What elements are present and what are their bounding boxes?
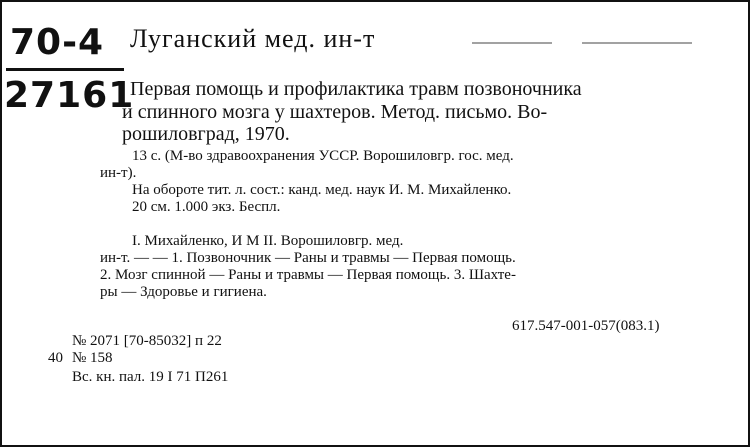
- handwritten-underline: [6, 68, 124, 71]
- title-line-2: и спинного мозга у шахтеров. Метод. письмо. Во-: [122, 101, 548, 123]
- title-line-1: Первая помощь и профилактика травм позвоночника: [130, 78, 582, 100]
- details-line-3: На обороте тит. л. сост.: канд. мед. наук И. М. Михайленко.: [132, 182, 512, 198]
- scan-noise: [582, 42, 692, 44]
- handwritten-accession-number: 27161: [4, 75, 135, 116]
- footer-line-3: Вс. кн. пал. 19 I 71 П261: [72, 369, 229, 385]
- title-line-3: рошиловград, 1970.: [122, 123, 290, 145]
- details-line-4: 20 см. 1.000 экз. Беспл.: [132, 199, 281, 215]
- subjects-line-1: I. Михайленко, И М II. Ворошиловгр. мед.: [132, 233, 404, 249]
- details-line-1: 13 с. (М-во здравоохранения УССР. Ворошиловгр. гос. мед.: [132, 148, 514, 164]
- subjects-line-3: 2. Мозг спинной — Раны и травмы — Первая помощь. 3. Шахте-: [100, 267, 516, 283]
- footer-line-2: № 158: [72, 350, 113, 366]
- scan-noise: [472, 42, 552, 44]
- author-heading: Луганский мед. ин-т: [130, 24, 376, 53]
- details-line-2: ин-т).: [100, 165, 137, 181]
- footer-line-2-prefix: 40: [48, 350, 63, 366]
- subjects-line-4: ры — Здоровье и гигиена.: [100, 284, 267, 300]
- footer-line-1: № 2071 [70-85032] п 22: [72, 333, 222, 349]
- handwritten-code: 70-4: [10, 22, 105, 63]
- subjects-line-2: ин-т. — — 1. Позвоночник — Раны и травмы — Первая помощь.: [100, 250, 516, 266]
- classification-number: 617.547-001-057(083.1): [512, 318, 660, 334]
